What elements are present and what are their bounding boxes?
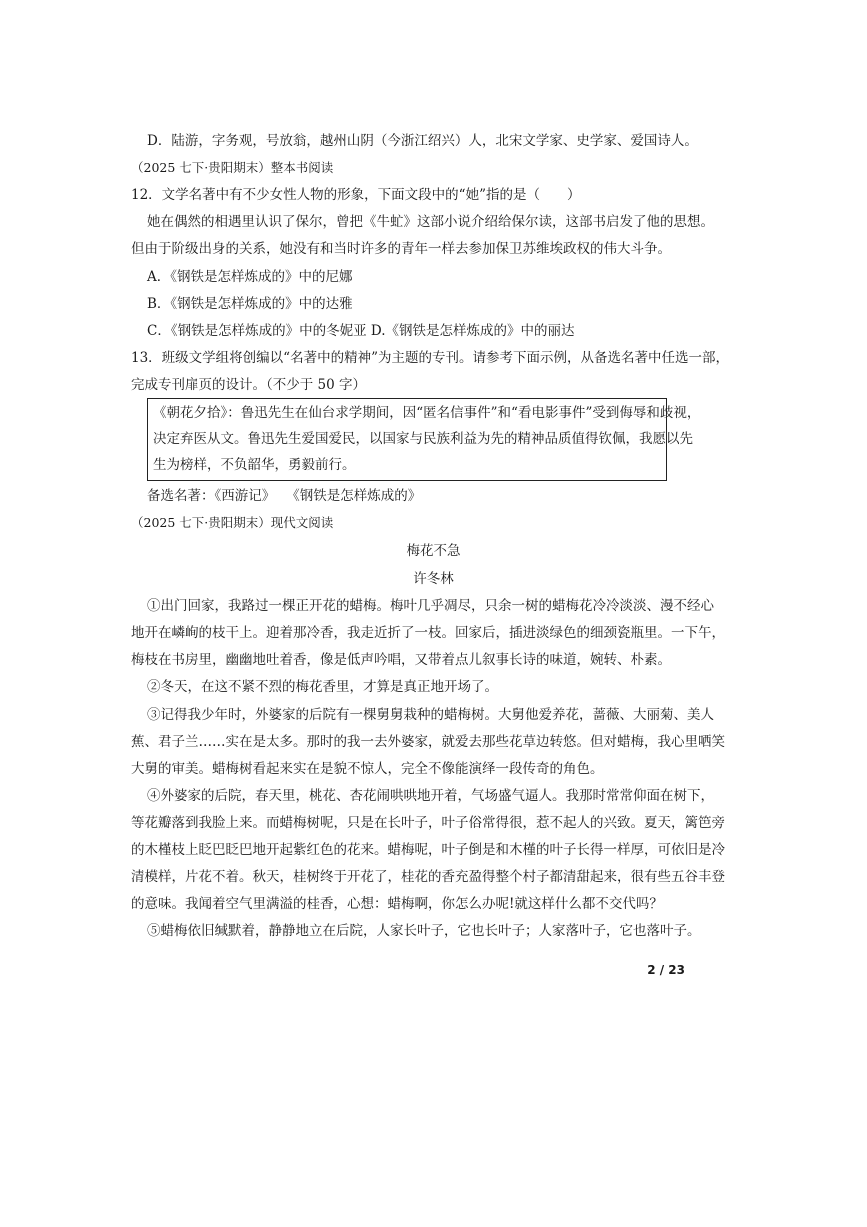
article-line: ①出门回家，我路过一棵正开花的蜡梅。梅叶几乎凋尽，只余一树的蜡梅花冷冷淡淡、漫不经心: [147, 598, 714, 614]
question-13-stem-line: 13．班级文学组将创编以“名著中的精神”为主题的专刊。请参考下面示例，从备选名著中任选一部，: [131, 350, 729, 366]
page-number: 2 / 23: [647, 963, 685, 977]
section-label-book-reading: （2025 七下·贵阳期末）整本书阅读: [131, 160, 334, 175]
article-title: 梅花不急: [406, 543, 461, 559]
question-12-passage-line: 她在偶然的相遇里认识了保尔，曾把《牛虻》这部小说介绍给保尔读，这部书启发了他的思想。: [147, 214, 714, 230]
question-12-stem: 12．文学名著中有不少女性人物的形象，下面文段中的“她”指的是（ ）: [131, 187, 581, 203]
article-line: 清模样，片花不着。秋天，桂树终于开花了，桂花的香充盈得整个村子都清甜起来，很有些五谷丰登: [131, 869, 725, 885]
example-line: 决定弃医从文。鲁迅先生爱国爱民，以国家与民族利益为先的精神品质值得钦佩，我愿以先: [153, 431, 693, 447]
article-line: 地开在嶙峋的枝干上。迎着那冷香，我走近折了一枝。回家后，插进淡绿色的细颈瓷瓶里。一下午，: [131, 625, 725, 641]
question-12-option-c-d: C．《钢铁是怎样炼成的》中的冬妮亚 D.《钢铁是怎样炼成的》中的丽达: [147, 323, 575, 339]
article-line: 的意味。我闻着空气里满溢的桂香，心想：蜡梅啊，你怎么办呢!就这样什么都不交代吗？: [131, 896, 663, 912]
article-line: 等花瓣落到我脸上来。而蜡梅树呢，只是在长叶子，叶子俗常得很，惹不起人的兴致。夏天，篱笆旁: [131, 815, 725, 831]
article-author: 许冬林: [413, 571, 454, 587]
article-line: 的木槿枝上眨巴眨巴地开起紫红色的花来。蜡梅呢，叶子倒是和木槿的叶子长得一样厚，可依旧是冷: [131, 842, 725, 858]
question-12-passage-line: 但由于阶级出身的关系，她没有和当时许多的青年一样去参加保卫苏维埃政权的伟大斗争。: [131, 241, 671, 257]
article-line: ③记得我少年时，外婆家的后院有一棵舅舅栽种的蜡梅树。大舅他爱养花，蔷薇、大丽菊、美人: [147, 707, 714, 723]
article-line: ④外婆家的后院，春天里，桃花、杏花闹哄哄地开着，气场盛气逼人。我那时常常仰面在树下，: [147, 788, 714, 804]
question-12-option-b: B．《钢铁是怎样炼成的》中的达雅: [147, 296, 353, 312]
article-line: 大舅的审美。蜡梅树看起来实在是貌不惊人，完全不像能演绎一段传奇的角色。: [131, 761, 604, 777]
article-line: ②冬天，在这不紧不烈的梅花香里，才算是真正地开场了。: [147, 679, 498, 695]
article-line: 梅枝在书房里，幽幽地吐着香，像是低声吟唱，又带着点儿叙事长诗的味道，婉转、朴素。: [131, 652, 671, 668]
question-12-option-a: A．《钢铁是怎样炼成的》中的尼娜: [147, 269, 353, 285]
example-line: 《朝花夕拾》：鲁迅先生在仙台求学期间，因“匿名信事件”和“看电影事件”受到侮辱和歧视，: [153, 405, 701, 421]
article-line: ⑤蜡梅依旧缄默着，静静地立在后院，人家长叶子，它也长叶子；人家落叶子，它也落叶子。: [147, 923, 701, 939]
question-13-stem-line: 完成专刊扉页的设计。（不少于 50 字）: [131, 377, 367, 393]
option-d-previous-question: D．陆游，字务观，号放翁，越州山阴（今浙江绍兴）人，北宋文学家、史学家、爱国诗人。: [147, 133, 698, 149]
article-line: 蕉、君子兰……实在是太多。那时的我一去外婆家，就爱去那些花草边转悠。但对蜡梅，我心里哂笑: [131, 734, 725, 750]
alternative-books: 备选名著：《西游记》 《钢铁是怎样炼成的》: [147, 488, 422, 504]
example-box: [147, 398, 701, 481]
example-line: 生为榜样，不负韶华，勇毅前行。: [153, 457, 356, 473]
section-label-modern-reading: （2025 七下·贵阳期末）现代文阅读: [131, 515, 334, 530]
